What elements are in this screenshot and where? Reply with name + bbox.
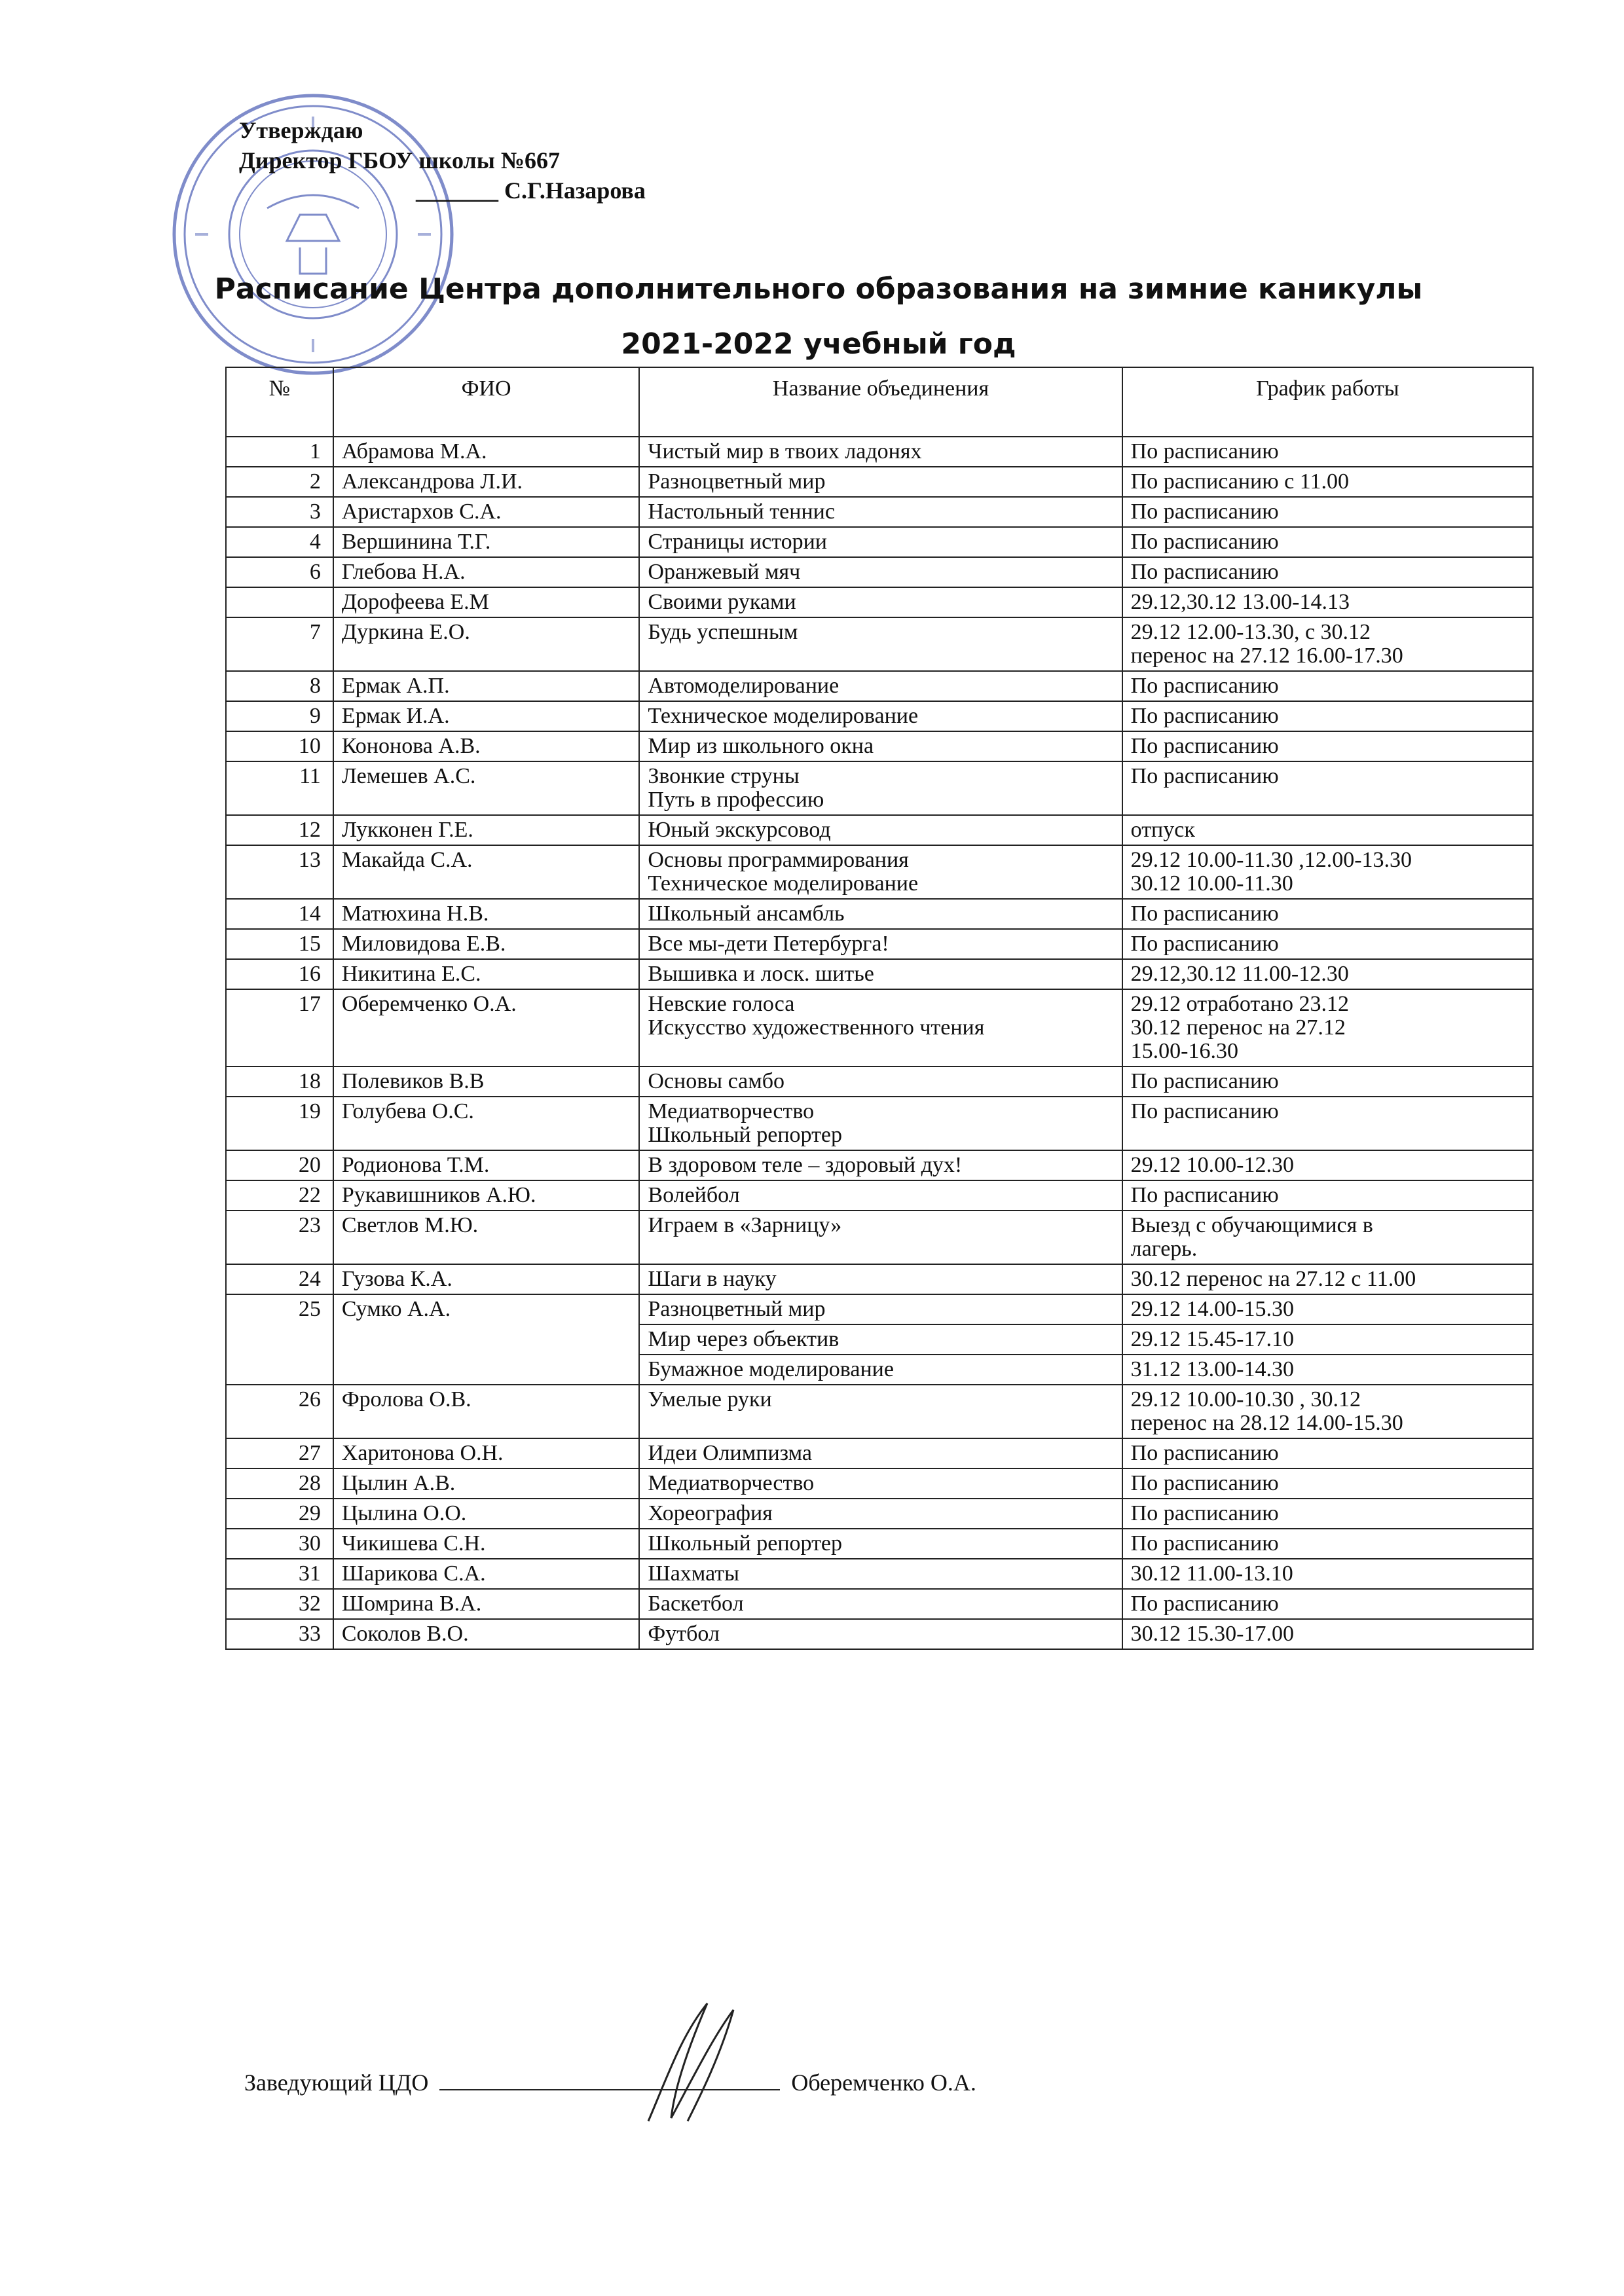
row-schedule: отпуск [1122,815,1533,845]
row-schedule: По расписанию [1122,731,1533,761]
row-number: 22 [226,1180,333,1211]
row-schedule [1122,1385,1533,1438]
row-name: Соколов В.О. [333,1619,640,1649]
row-number: 29 [226,1499,333,1529]
row-number: 33 [226,1619,333,1649]
header-number: № [226,367,333,437]
row-club: Идеи Олимпизма [639,1438,1122,1468]
signature-blank [439,2069,780,2090]
row-number: 26 [226,1385,333,1438]
director-title: Директор ГБОУ школы №667 [239,147,561,173]
row-club: Основы самбо [639,1066,1122,1097]
row-number [226,587,333,617]
row-club: Все мы-дети Петербурга! [639,929,1122,959]
row-club: Оранжевый мяч [639,557,1122,587]
footer-signature-line [244,2069,976,2096]
director-name: _______ С.Г.Назарова [416,177,646,204]
table-row [226,1385,1533,1438]
row-club: Страницы истории [639,527,1122,557]
row-schedule [1122,617,1533,671]
row-club: Настольный теннис [639,497,1122,527]
row-schedule: По расписанию с 11.00 [1122,467,1533,497]
row-schedule-line: 15.00-16.30 [1130,1039,1238,1063]
row-name: Абрамова М.А. [333,437,640,467]
row-name: Дорофеева Е.М [333,587,640,617]
table-row [226,731,1533,761]
row-name: Харитонова О.Н. [333,1438,640,1468]
row-name: Рукавишников А.Ю. [333,1180,640,1211]
table-row [226,527,1533,557]
row-number: 25 [226,1294,333,1385]
row-schedule: По расписанию [1122,701,1533,731]
row-schedule [1122,1211,1533,1264]
row-number: 28 [226,1468,333,1499]
row-club-line: Школьный репортер [648,1123,843,1147]
table-row [226,1499,1533,1529]
row-schedule: 29.12,30.12 11.00-12.30 [1122,959,1533,989]
row-schedule-line: 29.12 10.00-11.30 ,12.00-13.30 [1130,848,1412,872]
row-club: Мир из школьного окна [639,731,1122,761]
row-number: 7 [226,617,333,671]
table-row [226,1438,1533,1468]
row-club: В здоровом теле – здоровый дух! [639,1150,1122,1180]
row-name: Александрова Л.И. [333,467,640,497]
table-row [226,587,1533,617]
row-schedule: По расписанию [1122,1097,1533,1150]
row-number: 20 [226,1150,333,1180]
row-schedule: 29.12 15.45-17.10 [1122,1324,1533,1355]
row-name: Дуркина Е.О. [333,617,640,671]
row-number: 4 [226,527,333,557]
table-row [226,1150,1533,1180]
row-name: Голубева О.С. [333,1097,640,1150]
row-number: 15 [226,929,333,959]
row-club: Мир через объектив [639,1324,1122,1355]
row-schedule: По расписанию [1122,1589,1533,1619]
row-schedule: 30.12 11.00-13.10 [1122,1559,1533,1589]
row-club: Школьный репортер [639,1529,1122,1559]
row-schedule-line: перенос на 27.12 16.00-17.30 [1130,644,1403,668]
row-club: Вышивка и лоск. шитье [639,959,1122,989]
row-club-line: Медиатворчество [648,1099,815,1123]
row-number: 11 [226,761,333,815]
row-number: 31 [226,1559,333,1589]
title-line-1: Расписание Центра дополнительного образования на зимние каникулы [214,272,1423,306]
row-schedule: 31.12 13.00-14.30 [1122,1355,1533,1385]
row-club: Футбол [639,1619,1122,1649]
table-row [226,1468,1533,1499]
row-number: 13 [226,845,333,899]
row-club: Техническое моделирование [639,701,1122,731]
row-name: Вершинина Т.Г. [333,527,640,557]
row-schedule: По расписанию [1122,761,1533,815]
row-club-line: Техническое моделирование [648,871,919,896]
row-schedule-line: 30.12 перенос на 27.12 [1130,1015,1346,1040]
table-row [226,467,1533,497]
table-row [226,815,1533,845]
row-schedule [1122,845,1533,899]
table-row [226,617,1533,671]
table-row [226,497,1533,527]
table-row [226,959,1533,989]
table-row [226,1180,1533,1211]
row-schedule: По расписанию [1122,1499,1533,1529]
handwritten-signature [609,1997,779,2128]
row-club: Бумажное моделирование [639,1355,1122,1385]
row-name: Никитина Е.С. [333,959,640,989]
row-number: 16 [226,959,333,989]
row-schedule: 30.12 15.30-17.00 [1122,1619,1533,1649]
row-name: Шарикова С.А. [333,1559,640,1589]
row-club: Умелые руки [639,1385,1122,1438]
row-schedule-line: Выезд с обучающимися в [1130,1213,1373,1237]
row-name: Гузова К.А. [333,1264,640,1294]
table-row [226,1619,1533,1649]
row-club: Автомоделирование [639,671,1122,701]
row-name: Шомрина В.А. [333,1589,640,1619]
row-number: 10 [226,731,333,761]
row-schedule: По расписанию [1122,899,1533,929]
row-name: Сумко А.А. [333,1294,640,1385]
row-number: 2 [226,467,333,497]
row-number: 1 [226,437,333,467]
schedule-table [225,367,1534,1650]
row-number: 23 [226,1211,333,1264]
row-club: Разноцветный мир [639,467,1122,497]
row-schedule: По расписанию [1122,497,1533,527]
row-club: Волейбол [639,1180,1122,1211]
table-row [226,1559,1533,1589]
row-schedule: 30.12 перенос на 27.12 с 11.00 [1122,1264,1533,1294]
row-name: Родионова Т.М. [333,1150,640,1180]
row-number: 6 [226,557,333,587]
row-schedule: По расписанию [1122,1066,1533,1097]
row-name: Светлов М.Ю. [333,1211,640,1264]
row-schedule-line: лагерь. [1130,1237,1198,1261]
row-schedule: По расписанию [1122,1529,1533,1559]
row-schedule: По расписанию [1122,527,1533,557]
row-name: Оберемченко О.А. [333,989,640,1066]
row-club: Юный экскурсовод [639,815,1122,845]
row-club: Играем в «Зарницу» [639,1211,1122,1264]
row-club [639,989,1122,1066]
approval-block [239,115,646,206]
table-row [226,557,1533,587]
row-club-line: Основы программирования [648,848,909,872]
table-row [226,1211,1533,1264]
row-club: Будь успешным [639,617,1122,671]
row-number: 30 [226,1529,333,1559]
row-schedule-line: перенос на 28.12 14.00-15.30 [1130,1411,1403,1435]
row-name: Лемешев А.С. [333,761,640,815]
row-club: Своими руками [639,587,1122,617]
table-row [226,989,1533,1066]
row-name: Макайда С.А. [333,845,640,899]
row-schedule-line: 29.12 отработано 23.12 [1130,992,1349,1016]
row-club: Чистый мир в твоих ладонях [639,437,1122,467]
row-schedule: По расписанию [1122,929,1533,959]
row-name: Миловидова Е.В. [333,929,640,959]
table-row [226,701,1533,731]
row-name: Ермак А.П. [333,671,640,701]
row-number: 9 [226,701,333,731]
table-row [226,1294,1533,1324]
footer-person: Оберемченко О.А. [791,2069,976,2096]
row-club-line: Невские голоса [648,992,795,1016]
title-line-2: 2021-2022 учебный год [621,327,1016,361]
table-row [226,1529,1533,1559]
row-name: Полевиков В.В [333,1066,640,1097]
row-number: 17 [226,989,333,1066]
table-row [226,761,1533,815]
row-club: Медиатворчество [639,1468,1122,1499]
table-row [226,1264,1533,1294]
row-club-line: Путь в профессию [648,788,824,812]
row-schedule-line: 29.12 10.00-10.30 , 30.12 [1130,1387,1361,1412]
row-schedule-line: 29.12 12.00-13.30, с 30.12 [1130,620,1371,644]
row-number: 12 [226,815,333,845]
row-schedule: По расписанию [1122,557,1533,587]
row-schedule: По расписанию [1122,437,1533,467]
table-row [226,1589,1533,1619]
row-number: 3 [226,497,333,527]
row-number: 27 [226,1438,333,1468]
table-row [226,845,1533,899]
table-header-row [226,367,1533,437]
row-name: Матюхина Н.В. [333,899,640,929]
row-number: 24 [226,1264,333,1294]
header-schedule: График работы [1122,367,1533,437]
row-number: 19 [226,1097,333,1150]
row-number: 14 [226,899,333,929]
row-name: Цылина О.О. [333,1499,640,1529]
row-name: Чикишева С.Н. [333,1529,640,1559]
row-name: Лукконен Г.Е. [333,815,640,845]
table-row [226,1066,1533,1097]
table-row [226,1097,1533,1150]
row-schedule: 29.12 10.00-12.30 [1122,1150,1533,1180]
footer-role: Заведующий ЦДО [244,2069,429,2096]
row-name: Аристархов С.А. [333,497,640,527]
row-number: 8 [226,671,333,701]
document-title [196,262,1441,372]
row-club: Шаги в науку [639,1264,1122,1294]
row-schedule: По расписанию [1122,1468,1533,1499]
table-row [226,899,1533,929]
table-row [226,437,1533,467]
row-club [639,1097,1122,1150]
row-club-line: Искусство художественного чтения [648,1015,985,1040]
row-club: Школьный ансамбль [639,899,1122,929]
row-club: Разноцветный мир [639,1294,1122,1324]
row-name: Фролова О.В. [333,1385,640,1438]
row-name: Ермак И.А. [333,701,640,731]
row-club: Шахматы [639,1559,1122,1589]
row-club-line: Звонкие струны [648,764,800,788]
header-club: Название объединения [639,367,1122,437]
row-schedule-line: 30.12 10.00-11.30 [1130,871,1293,896]
row-schedule: По расписанию [1122,1438,1533,1468]
row-club: Хореография [639,1499,1122,1529]
row-club [639,761,1122,815]
row-schedule [1122,989,1533,1066]
table-row [226,671,1533,701]
row-name: Цылин А.В. [333,1468,640,1499]
row-number: 32 [226,1589,333,1619]
row-name: Глебова Н.А. [333,557,640,587]
row-club [639,845,1122,899]
row-schedule: 29.12,30.12 13.00-14.13 [1122,587,1533,617]
row-name: Кононова А.В. [333,731,640,761]
row-club: Баскетбол [639,1589,1122,1619]
row-number: 18 [226,1066,333,1097]
row-schedule: 29.12 14.00-15.30 [1122,1294,1533,1324]
header-name: ФИО [333,367,640,437]
row-schedule: По расписанию [1122,1180,1533,1211]
table-row [226,929,1533,959]
row-schedule: По расписанию [1122,671,1533,701]
approval-label: Утверждаю [239,117,363,143]
